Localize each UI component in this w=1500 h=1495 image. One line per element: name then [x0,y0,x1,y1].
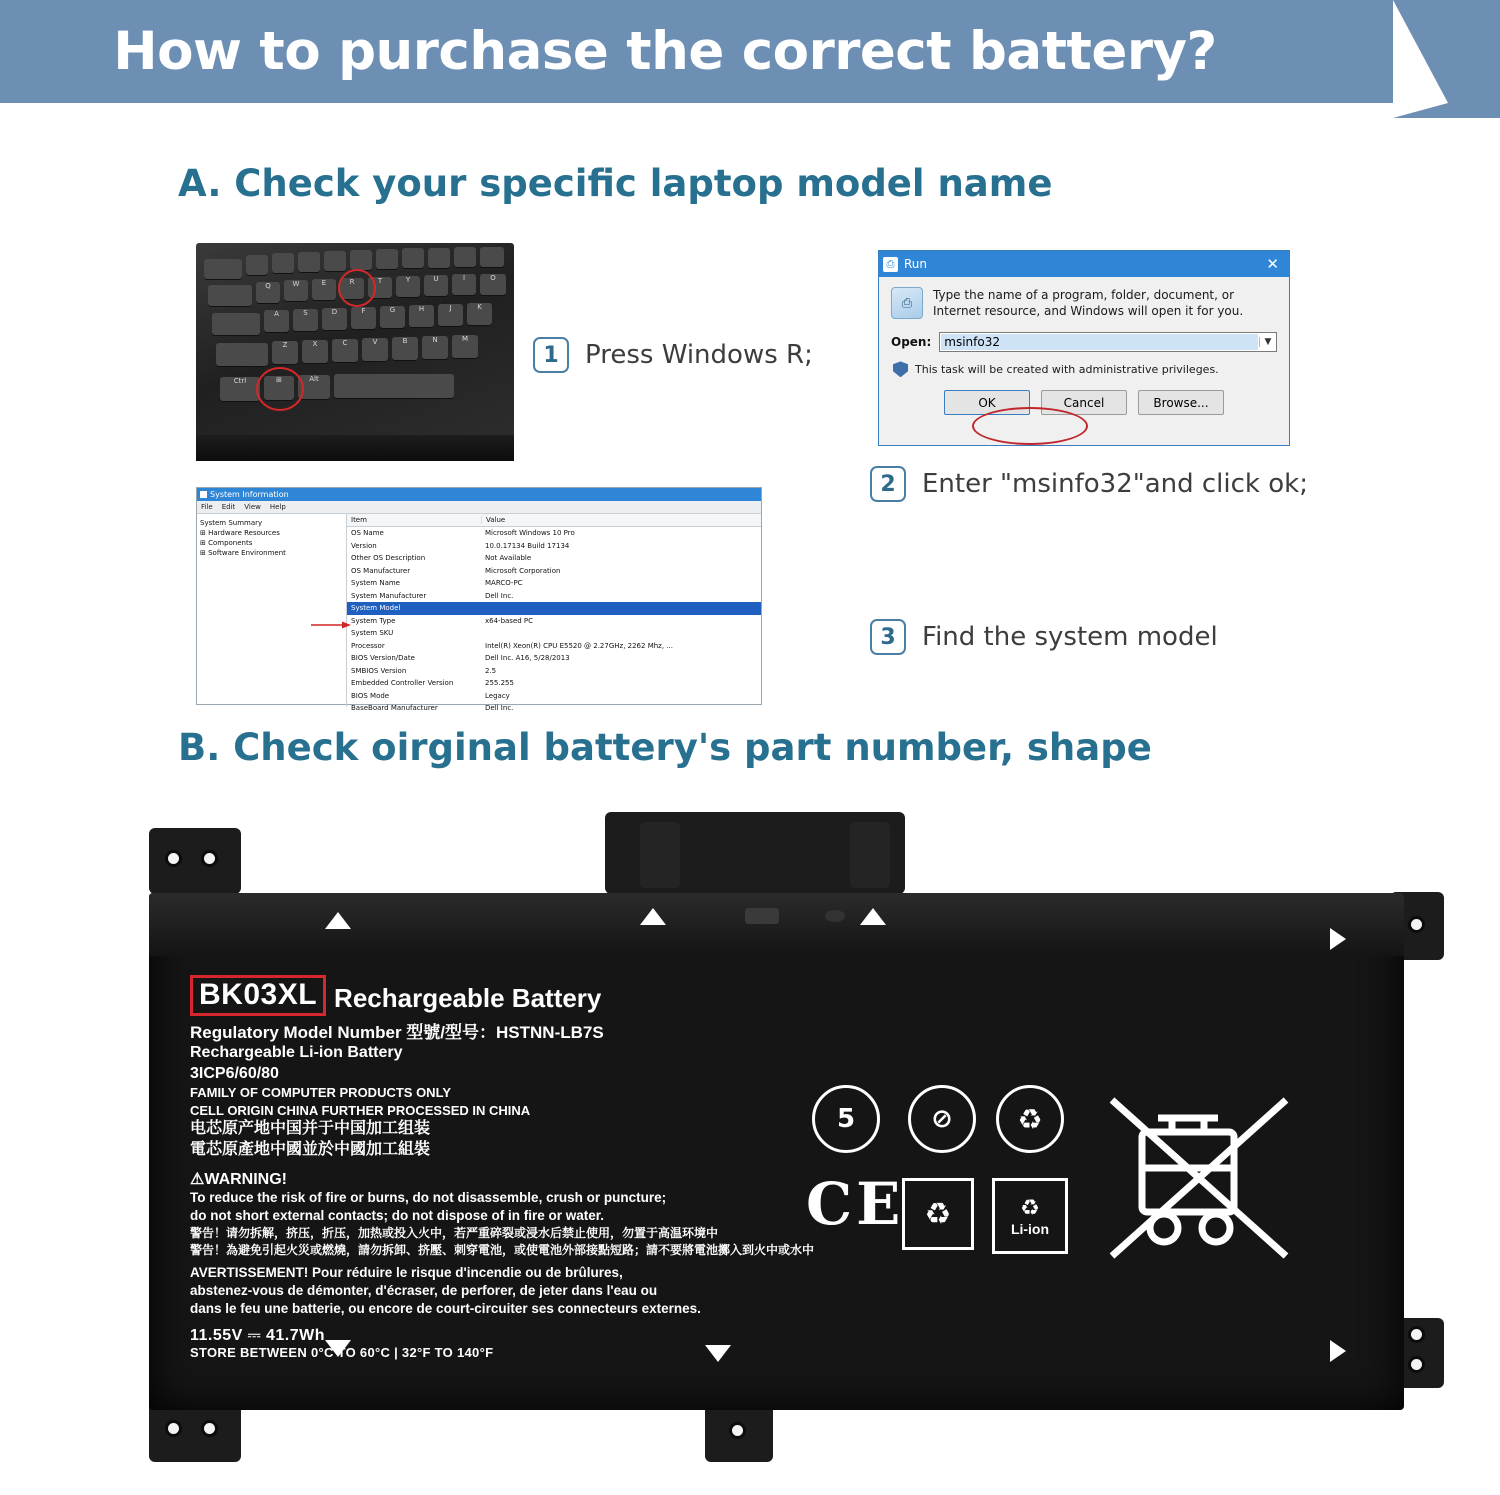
run-dialog-title: Run [904,257,928,271]
step-3-text: Find the system model [922,622,1218,652]
weee-wheelie-bin-icon [1090,1060,1310,1280]
screw-hole [201,1420,218,1437]
table-row[interactable] [347,577,761,590]
run-uac-text: This task will be created with administrative privileges. [915,362,1219,376]
regulatory-model-number: Regulatory Model Number 型號/型号：HSTNN-LB7S [190,1022,604,1042]
run-dialog[interactable] [878,250,1290,446]
row-item: SMBIOS Version [351,666,407,675]
battery-label-text [190,975,870,1360]
keyboard-keys: Q W E R T Y U I O A S D F G H J K Z X C V B N M Ctrl ⊞ Alt [196,243,514,461]
run-dialog-titlebar [879,251,1289,277]
table-row[interactable] [347,527,761,540]
rail-detail [745,908,779,924]
sysinfo-body [197,514,761,713]
screw-hole [201,850,218,867]
row-value: MARCO-PC [485,579,523,588]
sysinfo-titlebar [197,488,761,501]
recycling-arrows-icon: ♻ [996,1085,1064,1153]
row-value: Dell Inc. [485,704,514,713]
warning-title: ⚠WARNING! [190,1171,287,1189]
column-header-value: Value [486,516,506,524]
step-1-text: Press Windows R; [585,340,813,370]
menu-help[interactable]: Help [269,503,286,511]
row-item: System SKU [351,629,394,638]
connector-bump [850,822,890,888]
row-value: 255.255 [485,679,514,688]
ok-button[interactable]: OK [944,390,1030,415]
highlight-circle-r-key [338,269,376,307]
warning-en-line2: do not short external contacts; do not dispose of in fire or water. [190,1208,605,1224]
screw-hole [1408,916,1425,933]
sysinfo-detail-list[interactable] [347,514,761,713]
run-description-row [891,287,1277,319]
run-dialog-body [879,277,1289,415]
orientation-triangle-right [1330,1340,1346,1362]
row-value: Microsoft Windows 10 Pro [485,529,575,538]
table-row[interactable] [347,615,761,628]
ce-mark-icon [806,1170,904,1238]
row-value: 10.0.17134 Build 17134 [485,541,570,550]
orientation-triangle-right [1330,928,1346,950]
screw-hole [729,1422,746,1439]
row-item: Processor [351,641,385,650]
recycle-5-number: 5 [836,1104,856,1134]
table-row[interactable] [347,552,761,565]
screw-hole [165,850,182,867]
step-2-number: 2 [870,466,906,502]
column-header-item: Item [347,516,482,524]
warning-fr-line1: AVERTISSEMENT! Pour réduire le risque d'incendie ou de brûlures, [190,1264,623,1280]
table-row-selected[interactable] [347,602,761,615]
warning-fr-line3: dans le feu une batterie, ou encore de court-circuiter ses connecteurs externes. [190,1301,701,1317]
keyboard-photo [196,243,514,461]
recycle-5-years-icon [812,1085,880,1153]
row-value: Dell Inc. A16, 5/28/2013 [485,654,570,663]
cell-origin-cn-traditional: 電芯原產地中國並於中國加工組裝 [190,1141,431,1159]
cancel-button[interactable]: Cancel [1041,390,1127,415]
warning-fr-line2: abstenez-vous de démonter, d'écraser, de perforer, de jeter dans l'eau ou [190,1283,658,1299]
tree-label-components: Components [208,539,253,547]
row-value: x64-based PC [485,616,534,625]
ce-text: CE [806,1170,905,1238]
sysinfo-title: System Information [210,490,289,499]
step-2-text: Enter "msinfo32"and click ok; [922,469,1308,499]
run-open-label: Open: [891,335,932,350]
table-row[interactable] [347,702,761,715]
row-value: Microsoft Corporation [485,566,561,575]
orientation-triangle-up [640,908,666,925]
row-item: BIOS Version/Date [351,654,415,663]
table-row[interactable] [347,627,761,640]
li-ion-label: Li-ion [1010,1220,1050,1237]
table-row[interactable] [347,690,761,703]
section-a-heading: A. Check your specific laptop model name [178,162,1053,205]
part-number: BK03XL [190,975,326,1016]
warning-cn-line1: 警告！请勿拆解，挤压，折压，加热或投入火中，若严重碎裂或浸水后禁止使用，勿置于高温环境中 [190,1226,719,1241]
run-big-icon: ⎙ [891,287,923,319]
tree-item-components[interactable]: ⊞ Components [200,539,253,547]
screw-hole [165,1420,182,1437]
step-3-number: 3 [870,619,906,655]
menu-view[interactable]: View [244,503,261,511]
run-command-value[interactable]: msinfo32 [941,334,1258,350]
product-family: FAMILY OF COMPUTER PRODUCTS ONLY [190,1085,451,1101]
storage-temperature: STORE BETWEEN 0°C TO 60°C | 32°F TO 140°F [190,1344,494,1360]
tree-label-software: Software Environment [208,549,286,557]
step-1-number: 1 [533,337,569,373]
row-value: 2.5 [485,666,497,675]
table-row[interactable] [347,565,761,578]
run-uac-note [891,361,1277,377]
row-item: BaseBoard Manufacturer [351,704,438,713]
row-item: OS Name [351,529,384,538]
sysinfo-column-headers [347,514,761,527]
rail-detail [825,910,845,922]
recycle-square-icon: ♻ [902,1178,974,1250]
table-row[interactable] [347,677,761,690]
tree-label-hardware: Hardware Resources [208,529,280,537]
cell-code: 3ICP6/60/80 [190,1064,279,1082]
table-row[interactable] [347,652,761,665]
row-item: System Model [351,604,401,613]
connector-bump [640,822,680,888]
recycle-glyph: ♻ [1020,1195,1040,1221]
run-open-row [891,332,1277,352]
electrical-specs: 11.55V ⎓ 41.7Wh [190,1326,326,1344]
row-value: Intel(R) Xeon(R) CPU E5520 @ 2.27GHz, 2262 Mhz, ... [485,641,673,650]
browse-button[interactable]: Browse... [1138,390,1224,415]
row-value: Dell Inc. [485,591,514,600]
row-item: System Name [351,579,400,588]
orientation-triangle-up [325,912,351,929]
red-pointer-arrow [311,620,351,630]
run-description-text: Type the name of a program, folder, document, or Internet resource, and Windows will open it for you. [933,288,1244,319]
system-information-window[interactable] [196,487,762,713]
row-value: Legacy [485,691,510,700]
keyboard-front-edge [196,435,514,461]
orientation-triangle-up [860,908,886,925]
run-icon: ⎙ [883,257,898,272]
screw-hole [1408,1326,1425,1343]
table-row[interactable] [347,590,761,603]
screw-hole [1408,1356,1425,1373]
tree-item-software-environment[interactable]: ⊞ Software Environment [200,549,286,557]
sysinfo-tree[interactable] [197,514,347,707]
mount-tab-top-left [149,828,241,894]
row-item: Version [351,541,377,550]
no-disposal-icon: ⊘ [908,1085,976,1153]
run-command-input[interactable] [939,332,1277,352]
close-icon[interactable]: ✕ [1266,255,1279,273]
row-item: Other OS Description [351,554,426,563]
table-row[interactable] [347,540,761,553]
row-item: System Manufacturer [351,591,427,600]
battery-chemistry: Rechargeable Li-ion Battery [190,1043,403,1061]
row-item: BIOS Mode [351,691,390,700]
battery-type-label: Rechargeable Battery [334,982,602,1013]
warning-cn-line2: 警告！為避免引起火災或燃燒，請勿拆卸、挤壓、刺穿電池，或使電池外部接點短路；請不要將電池擲入到火中或水中 [190,1242,815,1257]
cell-origin-en: CELL ORIGIN CHINA FURTHER PROCESSED IN CHINA [190,1102,531,1118]
cell-origin-cn-simplified: 电芯原产地中国并于中国加工组装 [190,1120,431,1138]
row-item: Embedded Controller Version [351,679,454,688]
menu-edit[interactable]: Edit [221,503,236,511]
li-ion-recycle-icon [992,1178,1068,1254]
tree-item-hardware-resources[interactable]: ⊞ Hardware Resources [200,529,280,537]
menu-file[interactable]: File [201,503,213,511]
section-b-heading: B. Check oirginal battery's part number, shape [178,726,1152,769]
window-icon [200,491,207,498]
shield-icon [893,361,908,377]
page-header-banner [0,0,1393,103]
run-button-row [891,390,1277,415]
step-3 [870,619,1218,655]
row-item: System Type [351,616,396,625]
step-1 [533,337,813,373]
highlight-circle-windows-key [256,367,304,411]
row-value: Not Available [485,554,532,563]
table-row[interactable] [347,665,761,678]
row-item: OS Manufacturer [351,566,411,575]
table-row[interactable] [347,640,761,653]
step-2 [870,466,1308,502]
sysinfo-menubar[interactable] [197,501,761,514]
page-title: How to purchase the correct battery? [113,21,1217,82]
warning-en-line1: To reduce the risk of fire or burns, do not disassemble, crush or puncture; [190,1190,667,1206]
part-number-row [190,975,870,1016]
chevron-down-icon[interactable]: ▼ [1259,337,1276,347]
tree-item-system-summary[interactable]: System Summary [200,519,263,527]
banner-fold-decoration [1393,0,1500,118]
